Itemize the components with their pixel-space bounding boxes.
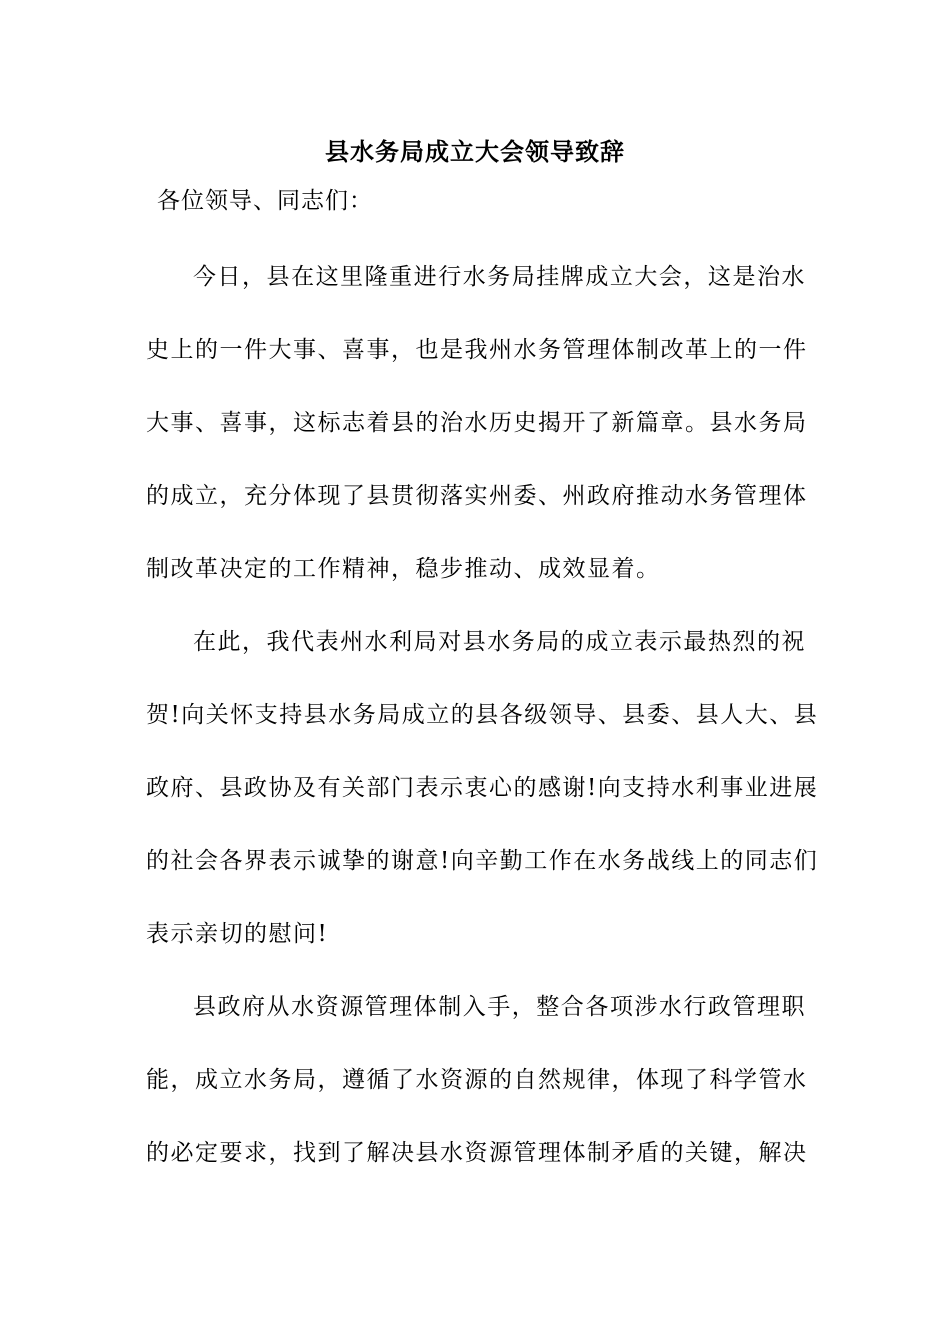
paragraph-2	[146, 620, 819, 985]
text-line: 的必定要求，找到了解决县水资源管理体制矛盾的关键，解决	[146, 1140, 808, 1166]
text-line: 表示亲切的慰问!	[146, 921, 329, 947]
salutation: 各位领导、同志们：	[157, 188, 373, 214]
text-line: 的社会各界表示诚挚的谢意!向辛勤工作在水务战线上的同志们	[146, 848, 819, 874]
text-line: 贺!向关怀支持县水务局成立的县各级领导、县委、县人大、县	[146, 702, 819, 728]
text-line: 的成立，充分体现了县贯彻落实州委、州政府推动水务管理体	[146, 483, 808, 509]
paragraph-3	[146, 985, 806, 1204]
text-line: 在此，我代表州水利局对县水务局的成立表示最热烈的祝	[193, 629, 806, 655]
text-line: 县政府从水资源管理体制入手，整合各项涉水行政管理职	[193, 994, 806, 1020]
text-line: 大事、喜事，这标志着县的治水历史揭开了新篇章。县水务局	[146, 410, 808, 436]
text-line: 能，成立水务局，遵循了水资源的自然规律，体现了科学管水	[146, 1067, 808, 1093]
text-line: 政府、县政协及有关部门表示衷心的感谢!向支持水利事业进展	[146, 775, 819, 801]
text-line: 今日，县在这里隆重进行水务局挂牌成立大会，这是治水	[193, 264, 806, 290]
text-line: 制改革决定的工作精神，稳步推动、成效显着。	[146, 556, 661, 582]
document-title: 县水务局成立大会领导致辞	[325, 138, 625, 166]
paragraph-1	[146, 255, 806, 620]
text-line: 史上的一件大事、喜事，也是我州水务管理体制改革上的一件	[146, 337, 808, 363]
document-body	[146, 255, 819, 1204]
